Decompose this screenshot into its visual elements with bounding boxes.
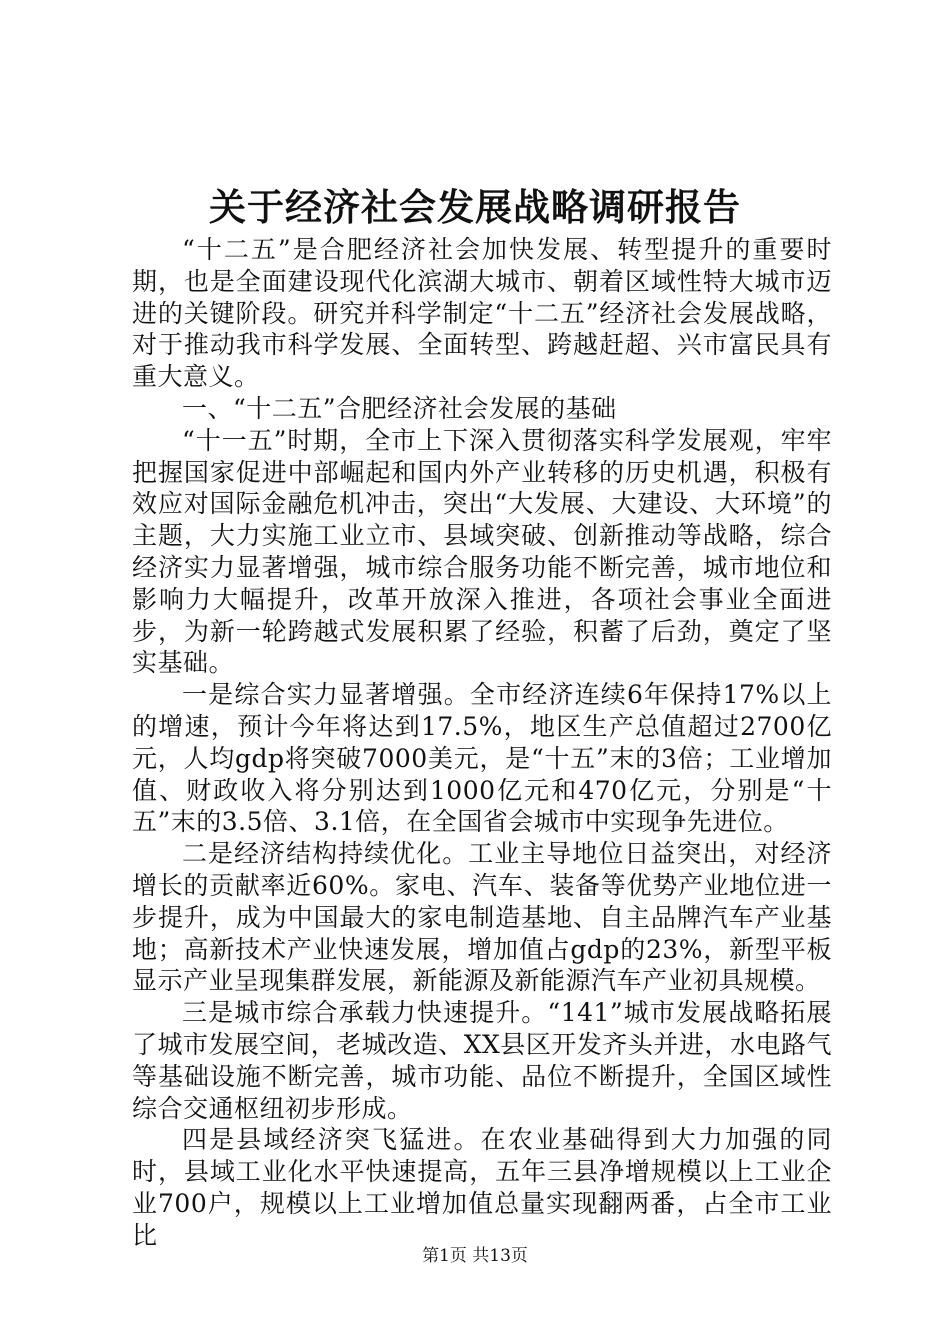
page-number-footer: 第1页 共13页	[422, 1246, 528, 1266]
paragraph-point-one: 一是综合实力显著增强。全市经济连续6年保持17%以上的增速，预计今年将达到17.5%，地区生产总值超过2700亿元，人均gdp将突破7000美元，是“十五”末的3倍；工业增加值、财政收入将分别达到1000亿元和470亿元，分别是“十五”末的3.5倍、3.1倍，在全国省会城市中实现争先进位。	[132, 680, 832, 837]
paragraph-intro: “十二五”是合肥经济社会加快发展、转型提升的重要时期，也是全面建设现代化滨湖大城市、朝着区域性特大城市迈进的关键阶段。研究并科学制定“十二五”经济社会发展战略，对于推动我市科学发展、全面转型、跨越赶超、兴市富民具有重大意义。	[132, 235, 832, 392]
paragraph-point-four: 四是县域经济突飞猛进。在农业基础得到大力加强的同时，县域工业化水平快速提高，五年三县净增规模以上工业企业700户，规模以上工业增加值总量实现翻两番，占全市工业比	[132, 1125, 832, 1250]
paragraph-point-two: 二是经济结构持续优化。工业主导地位日益突出，对经济增长的贡献率近60%。家电、汽车、装备等优势产业地位进一步提升，成为中国最大的家电制造基地、自主品牌汽车产业基地；高新技术产业快速发展，增加值占gdp的23%，新型平板显示产业呈现集群发展，新能源及新能源汽车产业初具规模。	[132, 839, 832, 996]
paragraph-point-three: 三是城市综合承载力快速提升。“141”城市发展战略拓展了城市发展空间，老城改造、XX县区开发齐头并进，水电路气等基础设施不断完善，城市功能、品位不断提升，全国区域性综合交通枢纽初步形成。	[132, 998, 832, 1123]
paragraph-eleventh-five-year: “十一五”时期，全市上下深入贯彻落实科学发展观，牢牢把握国家促进中部崛起和国内外产业转移的历史机遇，积极有效应对国际金融危机冲击，突出“大发展、大建设、大环境”的主题，大力实施工业立市、县域突破、创新推动等战略，综合经济实力显著增强，城市综合服务功能不断完善，城市地位和影响力大幅提升，改革开放深入推进，各项社会事业全面进步，为新一轮跨越式发展积累了经验，积蓄了后劲，奠定了坚实基础。	[132, 425, 832, 678]
document-body	[132, 234, 832, 1252]
document-title: 关于经济社会发展战略调研报告	[209, 185, 741, 229]
section-heading-foundation: 一、“十二五”合肥经济社会发展的基础	[182, 393, 617, 423]
